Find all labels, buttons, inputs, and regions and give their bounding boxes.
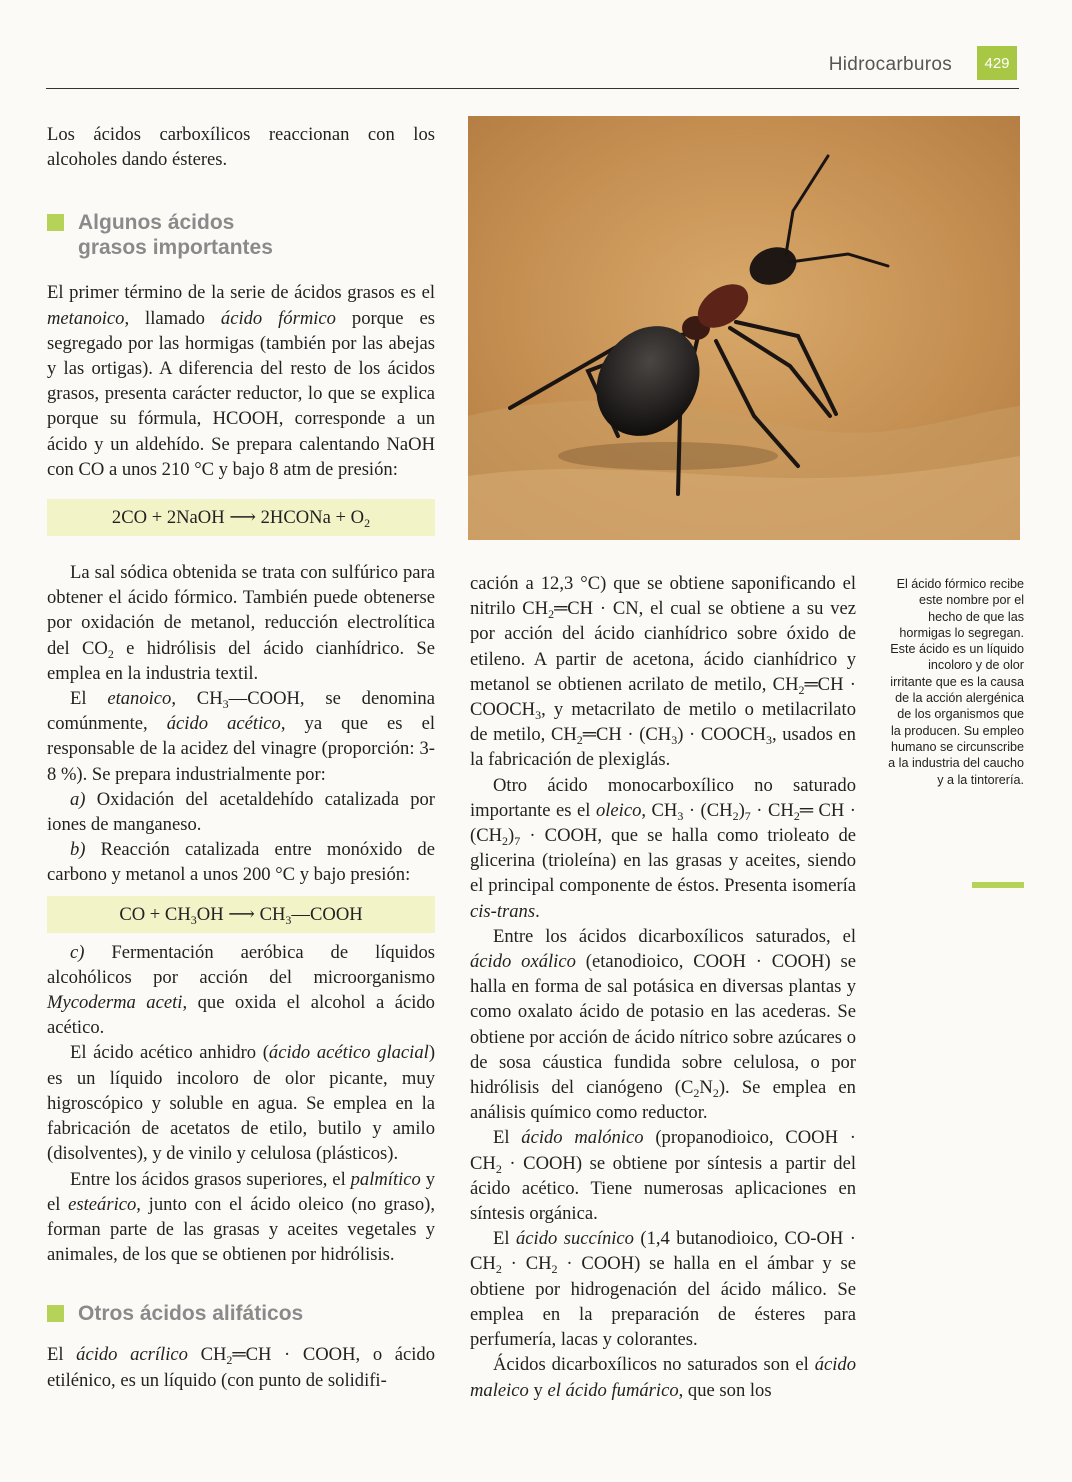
header-rule — [46, 88, 1019, 89]
list-item: a) Oxidación del acetaldehído catalizada por iones de manganeso. — [47, 788, 435, 836]
list-item: c) Fermentación aeróbica de líquidos alcohólicos por acción del microorganismo Mycoderma aceti, que oxida el alcohol a ácido acético. — [47, 941, 435, 1039]
left-column — [47, 122, 435, 1393]
right-column — [470, 571, 856, 1403]
section-square-icon — [47, 1305, 64, 1322]
paragraph: El ácido acético anhidro (ácido acético glacial) es un líquido incoloro de olor picante, muy higroscópico y soluble en agua. Se emplea en la fabricación de acetatos de etilo, butilo y amilo (disolventes), y de vinilo y celulosa (plásticos). — [47, 1042, 436, 1165]
equation-formic: 2CO + 2NaOH ⟶ 2HCONa + $O_2$ — [47, 499, 435, 536]
section-square-icon — [47, 214, 64, 231]
paragraph: El primer término de la serie de ácidos grasos es el metanoico, llamado ácido fórmico porque es segregado por las hormigas (también por las abejas y las ortigas). A diferencia del resto de los ácidos grasos, presenta carácter reductor, lo que se explica porque su fórmula, HCOOH, corresponde a un ácido y un aldehído. Se prepara calentando NaOH con CO a unos 210 °C y bajo 8 atm de presión: — [47, 282, 435, 480]
page-number: 429 — [977, 46, 1017, 80]
paragraph: cación a 12,3 °C) que se obtiene saponificando el nitrilo $CH_2═CH$ · CN, el cual se obtiene a su vez por acción del ácido cianhídrico sobre óxido de etileno. A partir de acetona, ácido cianhídrico y metanol se obtienen acrilato de metilo, $CH_2═CH$ · $COOCH_3$, y metacrilato de metilo o metilacrilato de metilo, $CH_2═CH \cdot (CH_3)$ · $COOCH_3$, usados en la fabricación de plexiglás. — [470, 573, 857, 771]
sidenote-accent-bar — [972, 882, 1024, 888]
paragraph: Otro ácido monocarboxílico no saturado importante es el oleico, $CH_3 \cdot (CH_2)_7$ · $CH_2═$ CH · $(CH_2)_7$ · COOH, que se halla como trioleato de glicerina (trioleína) en las grasas y aceites, siendo el principal componente de éstos. Presenta isomería cis-trans. — [470, 774, 856, 922]
list-item: b) Reacción catalizada entre monóxido de carbono y metanol a unos 200 °C y bajo presión: — [47, 839, 435, 886]
section-heading-other-acids: Otros ácidos alifáticos — [47, 1301, 435, 1326]
running-header-title: Hidrocarburos — [828, 54, 952, 75]
equation-acetic: CO + $CH_3OH$ ⟶ $CH_3—COOH$ — [47, 896, 435, 933]
photo-caption-sidenote: El ácido fórmico recibe este nombre por el hecho de que las hormigas lo segregan. Este ácido es un líquido incoloro y de olor irritante que es la causa de la acción alergénica de los organismos que la producen. Su empleo humano se circunscribe a la industria del caucho y a la tintorería. — [888, 577, 1024, 787]
paragraph: Entre los ácidos dicarboxílicos saturados, el ácido oxálico (etanodioico, COOH · COOH) se halla en forma de sal potásica en diversas plantas y como oxalato ácido de potasio en las acederas. Se obtiene por acción de ácido nítrico sobre azúcares o de sosa cáustica fundida sobre celulosa, o por hidrólisis del cianógeno $(C_2N_2)$. Se emplea en análisis químico como reductor. — [470, 925, 857, 1124]
paragraph: El ácido malónico (propanodioico, COOH · $CH_2$ · COOH) se obtiene por síntesis a partir del ácido acético. Tiene numerosas aplicaciones en síntesis orgánica. — [470, 1127, 856, 1225]
paragraph: La sal sódica obtenida se trata con sulfúrico para obtener el ácido fórmico. También puede obtenerse por oxidación de metanol, reducción electrolítica del $CO_2$ e hidrólisis del ácido cianhídrico. Se emplea en la industria textil. — [47, 562, 435, 684]
paragraph: Ácidos dicarboxílicos no saturados son el ácido maleico y el ácido fumárico, que son los — [470, 1354, 856, 1401]
paragraph: El ácido succínico (1,4 butanodioico, $CO-OH \cdot CH_2 \cdot CH_2$ · COOH) se halla en el ámbar y se obtiene por hidrogenación del ácido málico. Se emplea en la preparación de ésteres para perfumería, lacas y colorantes. — [470, 1228, 856, 1351]
intro-paragraph: Los ácidos carboxílicos reaccionan con los alcoholes dando ésteres. — [47, 124, 435, 171]
paragraph: El ácido acrílico $CH_2═CH$ · COOH, o ácido etilénico, es un líquido (con punto de solidifi- — [47, 1344, 436, 1391]
paragraph: Entre los ácidos grasos superiores, el palmítico y el esteárico, junto con el ácido oleico (no graso), forman parte de las grasas y aceites vegetales y animales, de los que se obtienen por hidrólisis. — [47, 1168, 435, 1266]
ant-photo — [468, 116, 1020, 540]
paragraph: El etanoico, $CH_3—COOH$, se denomina comúnmente, ácido acético, ya que es el responsable de la acidez del vinagre (proporción: 3-8 %). Se prepara industrialmente por: — [47, 688, 435, 785]
section-heading-fatty-acids: Algunos ácidos grasos importantes — [47, 210, 435, 260]
